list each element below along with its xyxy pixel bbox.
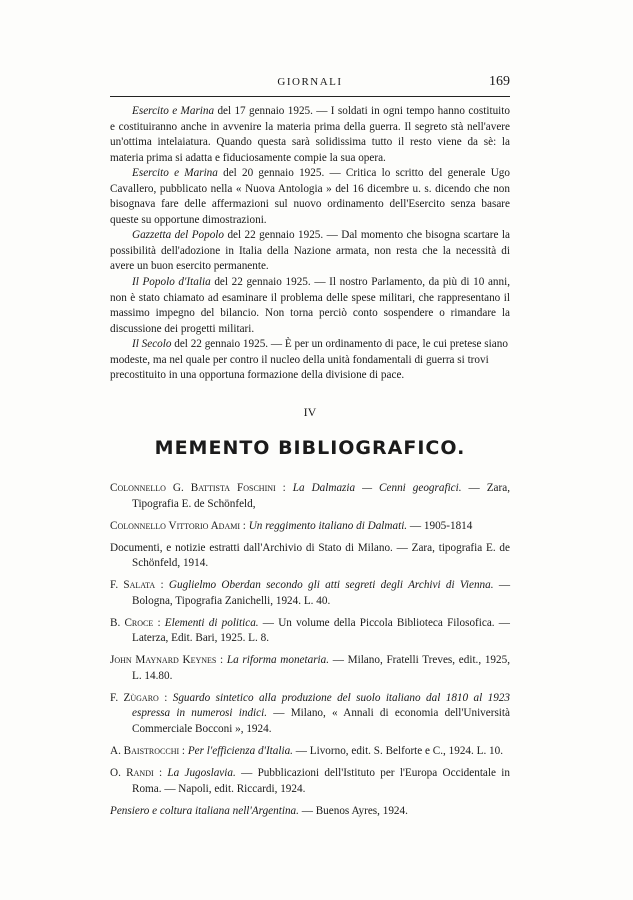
bib-details: Documenti, e notizie estratti dall'Archivio di Stato di Milano. — Zara, tipografia E. de Schönfeld, 1914. bbox=[110, 541, 510, 570]
press-text: del 20 gennaio 1925. — Critica lo scritto del generale Ugo Cavallero, pubblicato nella « Nuova Antologia » del 16 dicembre u. s. dicendo che non bisognava fare delle affermazioni sul nuovo ordinamento dell'Esercito senza basare queste su opportune dimostrazioni. bbox=[110, 167, 510, 226]
bibliography-entry bbox=[110, 616, 510, 647]
bibliography-entry bbox=[110, 691, 510, 738]
press-entry bbox=[110, 228, 510, 275]
bib-title: Pensiero e coltura italiana nell'Argentina. bbox=[110, 804, 299, 817]
bibliography-entry bbox=[110, 481, 510, 512]
bib-details: — Zara, Tipografia E. de Schönfeld, bbox=[132, 482, 511, 510]
bibliography-entry bbox=[110, 578, 510, 609]
press-text: del 22 gennaio 1925. — È per un ordinamento di pace, le cui pretese siano modeste, ma nel quale per contro il nucleo della unità fondamentali di guerra si trovi precostituito in una opportuna formazione della divisione di pace. bbox=[110, 338, 508, 382]
press-text: del 17 gennaio 1925. — I soldati in ogni tempo hanno costituito e costituiranno anche in avvenire la materia prima della guerra. Il segreto stà nell'avere un'ottima intelaiatura. Quando questa sarà solidissima tutto il resto viene da sè: la materia prima si adatta e fiduciosamente compie la sua opera. bbox=[110, 105, 510, 164]
press-entry bbox=[110, 166, 510, 228]
bib-details: — Buenos Ayres, 1924. bbox=[298, 804, 408, 817]
bib-author: O. Randi : bbox=[110, 767, 163, 780]
bibliography-entry bbox=[110, 541, 510, 572]
press-text: del 22 gennaio 1925. — Dal momento che bisogna scartare la possibilità dell'adozione in Italia della Nazione armata, non resta che la necessità di avere un buon esercito permanente. bbox=[110, 229, 510, 273]
bib-details: — Milano, « Annali di economia dell'Università Commerciale Bocconi », 1924. bbox=[132, 707, 510, 736]
bibliography-entry bbox=[110, 519, 510, 535]
bib-title: Elementi di politica. bbox=[164, 616, 259, 629]
press-source: Gazzetta del Popolo bbox=[132, 229, 225, 242]
bib-title: Sguardo sintetico alla produzione del suolo italiano dal 1810 al 1923 espressa in numerosi indici. bbox=[132, 691, 510, 720]
bib-title: Per l'efficienza d'Italia. bbox=[187, 745, 293, 758]
running-head-title: GIORNALI bbox=[277, 76, 343, 88]
bib-author: A. Baistrocchi : bbox=[110, 745, 186, 758]
bib-author: F. Zùgaro : bbox=[110, 691, 168, 704]
bib-title: Un reggimento italiano di Dalmati. bbox=[248, 519, 408, 532]
bib-title: Guglielmo Oberdan secondo gli atti segreti degli Archivi di Vienna. bbox=[168, 579, 494, 592]
bib-details: — Livorno, edit. S. Belforte e C., 1924. L. 10. bbox=[292, 745, 504, 758]
bibliography-entry bbox=[110, 744, 510, 760]
header-rule bbox=[110, 96, 510, 97]
bib-author: Colonnello Vittorio Adami : bbox=[110, 519, 246, 532]
bib-details: — Milano, Fratelli Treves, edit., 1925, L. 14.80. bbox=[132, 654, 511, 682]
press-source: Il Popolo d'Italia bbox=[132, 276, 211, 289]
bib-title: La Jugoslavia. bbox=[167, 767, 236, 780]
bib-title: La riforma monetaria. bbox=[226, 654, 330, 667]
running-head bbox=[110, 74, 510, 96]
bibliography-entry bbox=[110, 653, 510, 684]
press-source: Esercito e Marina bbox=[132, 167, 218, 180]
press-entry bbox=[110, 104, 510, 166]
page-number: 169 bbox=[489, 74, 510, 89]
press-entry bbox=[110, 337, 510, 384]
section-title: MEMENTO BIBLIOGRAFICO. bbox=[154, 437, 466, 459]
bib-title: La Dalmazia — Cenni geografici. bbox=[292, 482, 462, 494]
press-review bbox=[110, 104, 510, 384]
bib-author: Colonnello G. Battista Foschini : bbox=[110, 482, 286, 494]
bib-details: — Bologna, Tipografia Zanichelli, 1924. L. 40. bbox=[132, 579, 511, 607]
press-text: del 22 gennaio 1925. — Il nostro Parlamento, da più di 10 anni, non è stato chiamato ad esaminare il problema delle spese militari, che rappresentano il massimo impegno del bilancio. Non torna perciò conto sospendere o rimandare la discussione dei progetti militari. bbox=[110, 276, 511, 335]
bibliography-list bbox=[110, 481, 510, 826]
bibliography-entry bbox=[110, 804, 510, 820]
bib-details: — Pubblicazioni dell'Istituto per l'Europa Occidentale in Roma. — Napoli, edit. Riccardi, 1924. bbox=[132, 767, 510, 795]
bibliography-entry bbox=[110, 766, 510, 797]
bib-details: — 1905-1814 bbox=[407, 519, 473, 532]
press-source: Esercito e Marina bbox=[132, 105, 215, 117]
press-entry bbox=[110, 275, 510, 337]
bib-details: — Un volume della Piccola Biblioteca Filosofica. — Laterza, Edit. Bari, 1925. L. 8. bbox=[132, 616, 510, 645]
press-source: Il Secolo bbox=[132, 338, 172, 351]
bib-author: B. Croce : bbox=[110, 616, 161, 629]
section-numeral: IV bbox=[303, 405, 317, 419]
bib-author: F. Salata : bbox=[110, 579, 164, 592]
bib-author: John Maynard Keynes : bbox=[110, 654, 224, 667]
